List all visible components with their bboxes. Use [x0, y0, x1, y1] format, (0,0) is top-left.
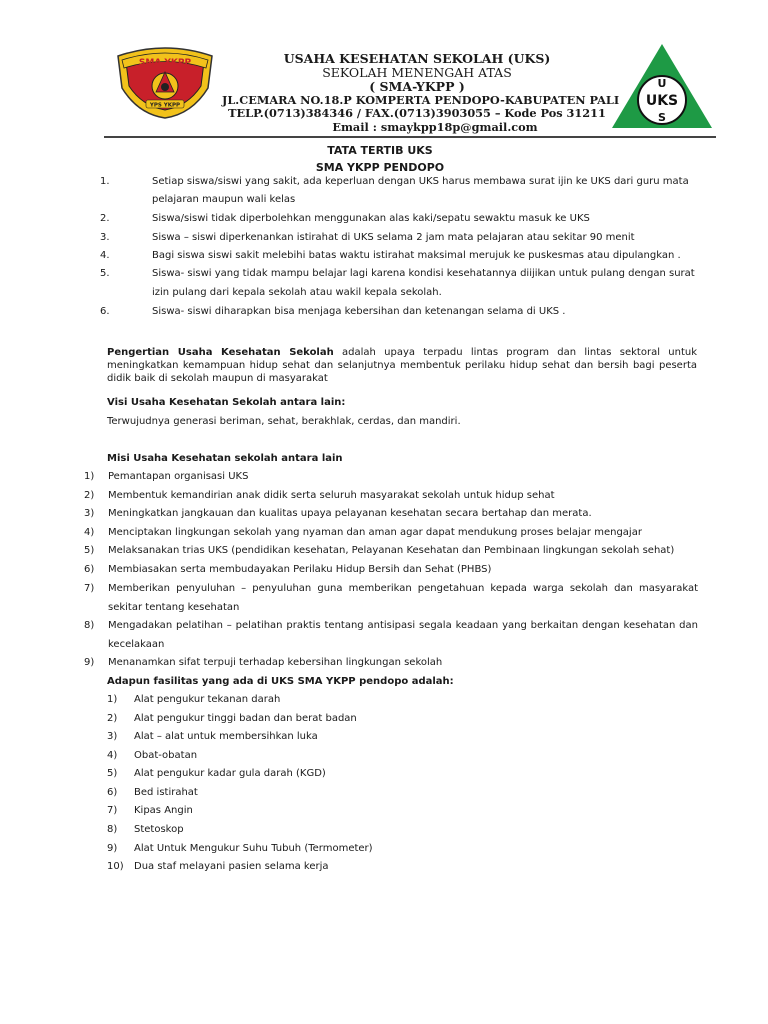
misi-number: 9)	[84, 657, 95, 668]
fasilitas-number: 5)	[107, 768, 118, 779]
fasilitas-text: Alat pengukur tinggi badan dan berat badan	[134, 713, 357, 724]
fasilitas-text: Alat – alat untuk membersihkan luka	[134, 731, 318, 742]
logo-left-bottom-text: YPS YKPP	[149, 102, 181, 109]
uks-logo	[610, 42, 714, 130]
letterhead-address: JL.CEMARA NO.18.P KOMPERTA PENDOPO-KABUPATEN PALI	[222, 93, 620, 107]
misi-text: sekitar tentang kesehatan	[108, 602, 240, 613]
fasilitas-text: Obat-obatan	[134, 750, 198, 761]
letterhead-phone: TELP.(0713)384346 / FAX.(0713)3903055 – Kode Pos 31211	[228, 106, 606, 120]
fasilitas-number: 2)	[107, 713, 118, 724]
rule-number: 1.	[100, 176, 110, 187]
uks-logo-word: UKS	[645, 93, 679, 109]
misi-text: Memberikan penyuluhan – penyuluhan guna memberikan pengetahuan kepada warga sekolah dan masyarakat	[108, 583, 698, 594]
rule-number: 2.	[100, 213, 110, 224]
fasilitas-text: Alat Untuk Mengukur Suhu Tubuh (Termometer)	[134, 843, 373, 854]
rule-text: Siswa – siswi diperkenankan istirahat di UKS selama 2 jam mata pelajaran atau sekitar 90 menit	[152, 232, 635, 243]
letterhead-school-level: SEKOLAH MENENGAH ATAS	[322, 65, 512, 80]
fasilitas-text: Bed istirahat	[134, 787, 198, 798]
misi-heading: Misi Usaha Kesehatan sekolah antara lain	[107, 453, 343, 464]
letterhead-divider	[104, 136, 716, 138]
misi-number: 4)	[84, 527, 95, 538]
misi-number: 2)	[84, 490, 95, 501]
rule-text: Setiap siswa/siswi yang sakit, ada keperluan dengan UKS harus membawa surat ijin ke UKS dari guru mata	[152, 176, 689, 187]
rule-number: 6.	[100, 306, 110, 317]
logo-left-top-text: SMA YKPP	[138, 58, 192, 68]
fasilitas-number: 9)	[107, 843, 118, 854]
definition-term: Pengertian Usaha Kesehatan Sekolah	[107, 347, 334, 358]
rule-text: pelajaran maupun wali kelas	[152, 194, 296, 205]
fasilitas-number: 8)	[107, 824, 118, 835]
misi-text: Menciptakan lingkungan sekolah yang nyaman dan aman agar dapat mendukung proses belajar mengajar	[108, 527, 642, 538]
document-subtitle: SMA YKPP PENDOPO	[315, 161, 445, 174]
misi-text: Menanamkan sifat terpuji terhadap kebersihan lingkungan sekolah	[108, 657, 443, 668]
fasilitas-text: Alat pengukur kadar gula darah (KGD)	[134, 768, 326, 779]
misi-number: 5)	[84, 545, 95, 556]
misi-text: Mengadakan pelatihan – pelatihan praktis tentang antisipasi segala keadaan yang berkaitan dengan kesehatan dan	[108, 620, 698, 631]
definition-paragraph	[107, 346, 697, 385]
fasilitas-text: Kipas Angin	[134, 805, 193, 816]
fasilitas-heading: Adapun fasilitas yang ada di UKS SMA YKPP pendopo adalah:	[107, 676, 454, 687]
rule-text: izin pulang dari kepala sekolah atau wakil kepala sekolah.	[152, 287, 442, 298]
misi-text: Meningkatkan jangkauan dan kualitas upaya pelayanan kesehatan secara bertahap dan merata.	[108, 508, 592, 519]
fasilitas-text: Alat pengukur tekanan darah	[134, 694, 281, 705]
letterhead-title: USAHA KESEHATAN SEKOLAH (UKS)	[283, 51, 551, 66]
misi-number: 3)	[84, 508, 95, 519]
fasilitas-number: 10)	[107, 861, 124, 872]
rule-number: 4.	[100, 250, 110, 261]
letterhead-email: Email : smaykpp18p@gmail.com	[332, 120, 538, 134]
definition-text: adalah upaya terpadu lintas program dan lintas sektoral untuk meningkatkan kemampuan hidup sehat dan selanjutnya membentuk perilaku hidup sehat dan bersih bagi peserta didik baik di sekolah maupun di masyarakat	[107, 347, 697, 384]
fasilitas-number: 1)	[107, 694, 118, 705]
rule-text: Siswa/siswi tidak diperbolehkan menggunakan alas kaki/sepatu sewaktu masuk ke UKS	[152, 213, 590, 224]
rule-text: Siswa- siswi yang tidak mampu belajar lagi karena kondisi kesehatannya diijikan untuk pulang dengan surat	[152, 268, 695, 279]
fasilitas-number: 4)	[107, 750, 118, 761]
visi-heading: Visi Usaha Kesehatan Sekolah antara lain:	[107, 397, 346, 408]
misi-number: 1)	[84, 471, 95, 482]
rule-text: Bagi siswa siswi sakit melebihi batas waktu istirahat maksimal merujuk ke puskesmas atau dipulangkan .	[152, 250, 681, 261]
misi-number: 7)	[84, 583, 95, 594]
fasilitas-text: Dua staf melayani pasien selama kerja	[134, 861, 329, 872]
uks-logo-letter-bottom: S	[658, 111, 666, 124]
fasilitas-number: 3)	[107, 731, 118, 742]
misi-text: Melaksanakan trias UKS (pendidikan kesehatan, Pelayanan Kesehatan dan Pembinaan lingkungan sekolah sehat)	[108, 545, 675, 556]
visi-text: Terwujudnya generasi beriman, sehat, berakhlak, cerdas, dan mandiri.	[107, 416, 461, 427]
misi-text: kecelakaan	[108, 639, 165, 650]
rule-text: Siswa- siswi diharapkan bisa menjaga kebersihan dan ketenangan selama di UKS .	[152, 306, 566, 317]
sma-ykpp-logo	[112, 42, 218, 120]
fasilitas-number: 7)	[107, 805, 118, 816]
document-title: TATA TERTIB UKS	[327, 144, 433, 157]
letterhead-school-name: ( SMA-YKPP )	[369, 79, 465, 94]
rule-number: 3.	[100, 232, 110, 243]
misi-number: 8)	[84, 620, 95, 631]
rule-number: 5.	[100, 268, 110, 279]
misi-number: 6)	[84, 564, 95, 575]
misi-text: Membentuk kemandirian anak didik serta seluruh masyarakat sekolah untuk hidup sehat	[108, 490, 555, 501]
misi-text: Membiasakan serta membudayakan Perilaku Hidup Bersih dan Sehat (PHBS)	[108, 564, 492, 575]
uks-logo-letter-top: U	[657, 77, 667, 90]
fasilitas-text: Stetoskop	[134, 824, 184, 835]
misi-text: Pemantapan organisasi UKS	[108, 471, 249, 482]
fasilitas-number: 6)	[107, 787, 118, 798]
